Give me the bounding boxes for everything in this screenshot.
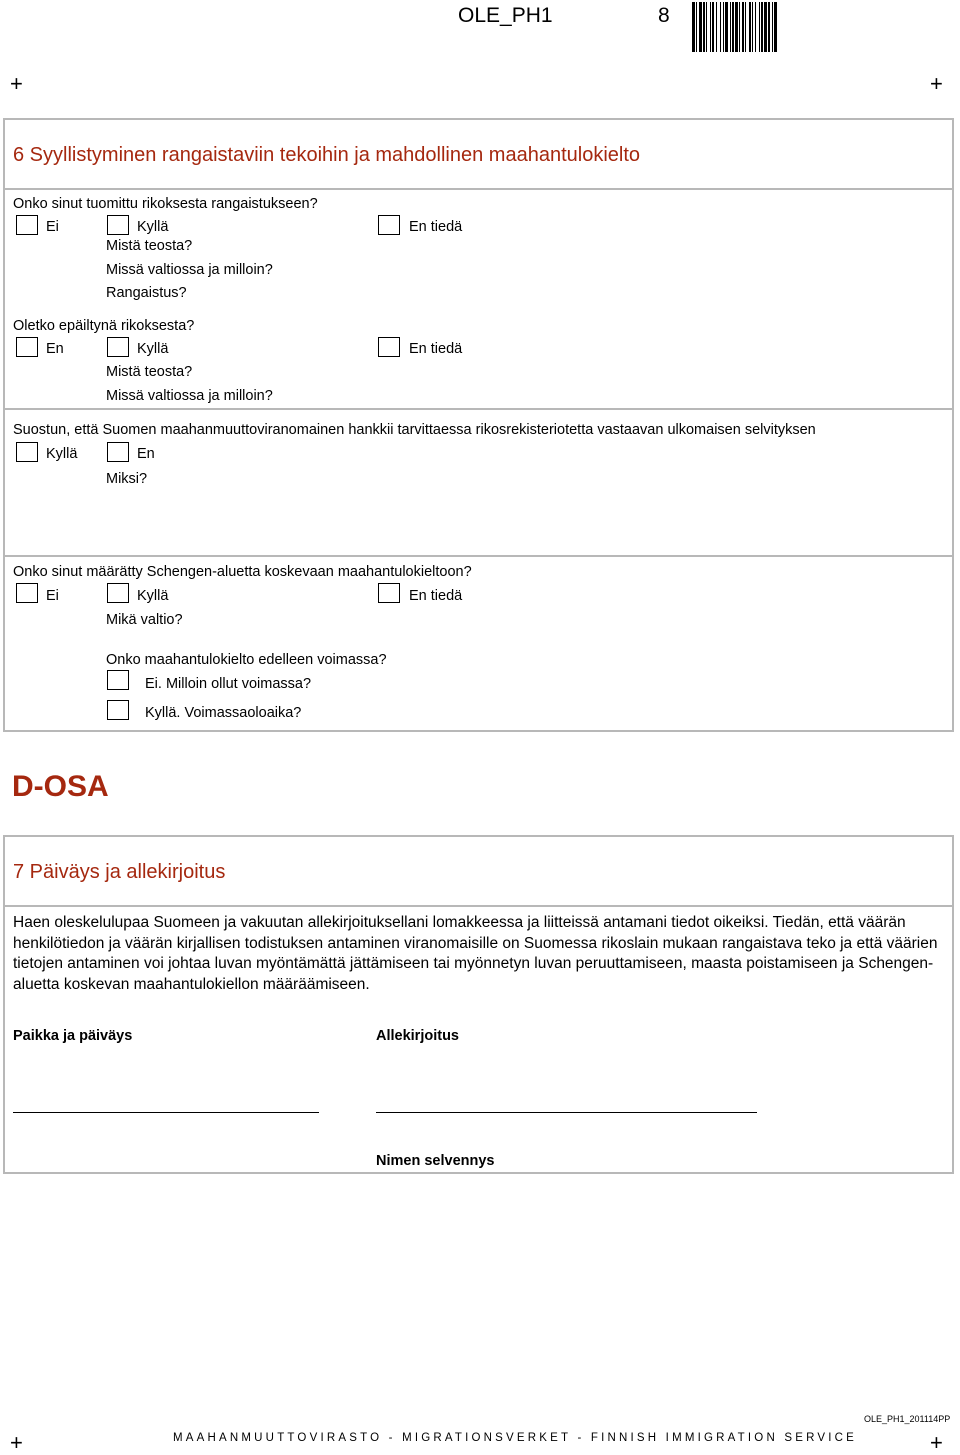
page-number: 8 — [658, 4, 670, 27]
q4-sub-still-valid: Onko maahantulokielto edelleen voimassa? — [106, 652, 387, 668]
q1-question: Onko sinut tuomittu rikoksesta rangaistukseen? — [13, 196, 318, 212]
registration-mark: + — [10, 71, 23, 96]
q2-dontknow-label: En tiedä — [409, 341, 463, 357]
q4-sub-country: Mikä valtio? — [106, 612, 183, 628]
signature-line[interactable] — [376, 1112, 757, 1113]
q4-still-valid-yes-checkbox[interactable] — [107, 700, 129, 720]
q1-dontknow-checkbox[interactable] — [378, 215, 400, 235]
registration-mark: + — [10, 1430, 23, 1455]
q2-dontknow-checkbox[interactable] — [378, 337, 400, 357]
registration-mark: + — [930, 1430, 943, 1455]
q2-sub-act: Mistä teosta? — [106, 364, 193, 380]
form-code: OLE_PH1 — [458, 4, 553, 27]
q2-yes-label: Kyllä — [137, 341, 169, 357]
q2-no-label: En — [46, 341, 64, 357]
q4-dontknow-checkbox[interactable] — [378, 583, 400, 603]
q4-no-checkbox[interactable] — [16, 583, 38, 603]
name-clarification-label: Nimen selvennys — [376, 1153, 495, 1169]
q4-question: Onko sinut määrätty Schengen-aluetta koskevaan maahantulokieltoon? — [13, 564, 472, 580]
q2-question: Oletko epäiltynä rikoksesta? — [13, 318, 195, 334]
divider — [5, 555, 952, 557]
section-6 — [3, 118, 954, 732]
declaration-text: Haen oleskelulupaa Suomeen ja vakuutan allekirjoituksellani lomakkeessa ja liitteissä antamani tiedot oikeiksi. Tiedän, että väärän henkilötiedon ja väärän kirjallisen todistuksen antaminen viranomaisille on Suomessa rikoslain mukaan rangaistava teko ja että väärien tietojen antaminen voi johtaa luvan myöntämättä jättämiseen tai myönnetyn luvan peruuttamiseen, maasta poistamiseen ja Schengen-aluetta koskevan maahantulokiellon määräämiseen. — [13, 914, 938, 993]
q1-sub-sentence: Rangaistus? — [106, 285, 187, 301]
q4-yes-label: Kyllä — [137, 588, 169, 604]
signature-label: Allekirjoitus — [376, 1028, 459, 1044]
section-7-title: 7 Päiväys ja allekirjoitus — [13, 861, 226, 883]
divider — [5, 408, 952, 410]
section-7 — [3, 835, 954, 1174]
q4-still-valid-yes-label: Kyllä. Voimassaoloaika? — [145, 705, 302, 721]
q1-no-checkbox[interactable] — [16, 215, 38, 235]
q3-sub-why: Miksi? — [106, 471, 148, 487]
q2-yes-checkbox[interactable] — [107, 337, 129, 357]
q4-dontknow-label: En tiedä — [409, 588, 463, 604]
part-heading: D-OSA — [12, 770, 109, 803]
q1-no-label: Ei — [46, 219, 59, 235]
q3-yes-checkbox[interactable] — [16, 442, 38, 462]
q4-still-valid-no-label: Ei. Milloin ollut voimassa? — [145, 676, 312, 692]
section-7-header — [5, 837, 952, 907]
barcode-bar — [777, 2, 778, 52]
q3-no-checkbox[interactable] — [107, 442, 129, 462]
q4-yes-checkbox[interactable] — [107, 583, 129, 603]
q3-no-label: En — [137, 446, 155, 462]
q1-yes-label: Kyllä — [137, 219, 169, 235]
place-date-label: Paikka ja päiväys — [13, 1028, 133, 1044]
q4-still-valid-no-checkbox[interactable] — [107, 670, 129, 690]
registration-mark: + — [930, 71, 943, 96]
form-version: OLE_PH1_201114PP — [864, 1414, 951, 1424]
q1-dontknow-label: En tiedä — [409, 219, 463, 235]
q4-no-label: Ei — [46, 588, 59, 604]
q2-sub-where-when: Missä valtiossa ja milloin? — [106, 388, 273, 404]
q1-sub-where-when: Missä valtiossa ja milloin? — [106, 262, 273, 278]
section-6-header — [5, 120, 952, 190]
q1-yes-checkbox[interactable] — [107, 215, 129, 235]
q2-no-checkbox[interactable] — [16, 337, 38, 357]
barcode — [692, 2, 922, 52]
q1-sub-act: Mistä teosta? — [106, 238, 193, 254]
place-date-line[interactable] — [13, 1112, 319, 1113]
section-6-title: 6 Syyllistyminen rangaistaviin tekoihin ja mahdollinen maahantulokielto — [13, 144, 641, 166]
q3-yes-label: Kyllä — [46, 446, 78, 462]
footer-agency: MAAHANMUUTTOVIRASTO - MIGRATIONSVERKET - FINNISH IMMIGRATION SERVICE — [173, 1432, 858, 1444]
q3-question: Suostun, että Suomen maahanmuuttoviranomainen hankkii tarvittaessa rikosrekisteriotetta vastaavan ulkomaisen selvityksen — [13, 422, 816, 438]
